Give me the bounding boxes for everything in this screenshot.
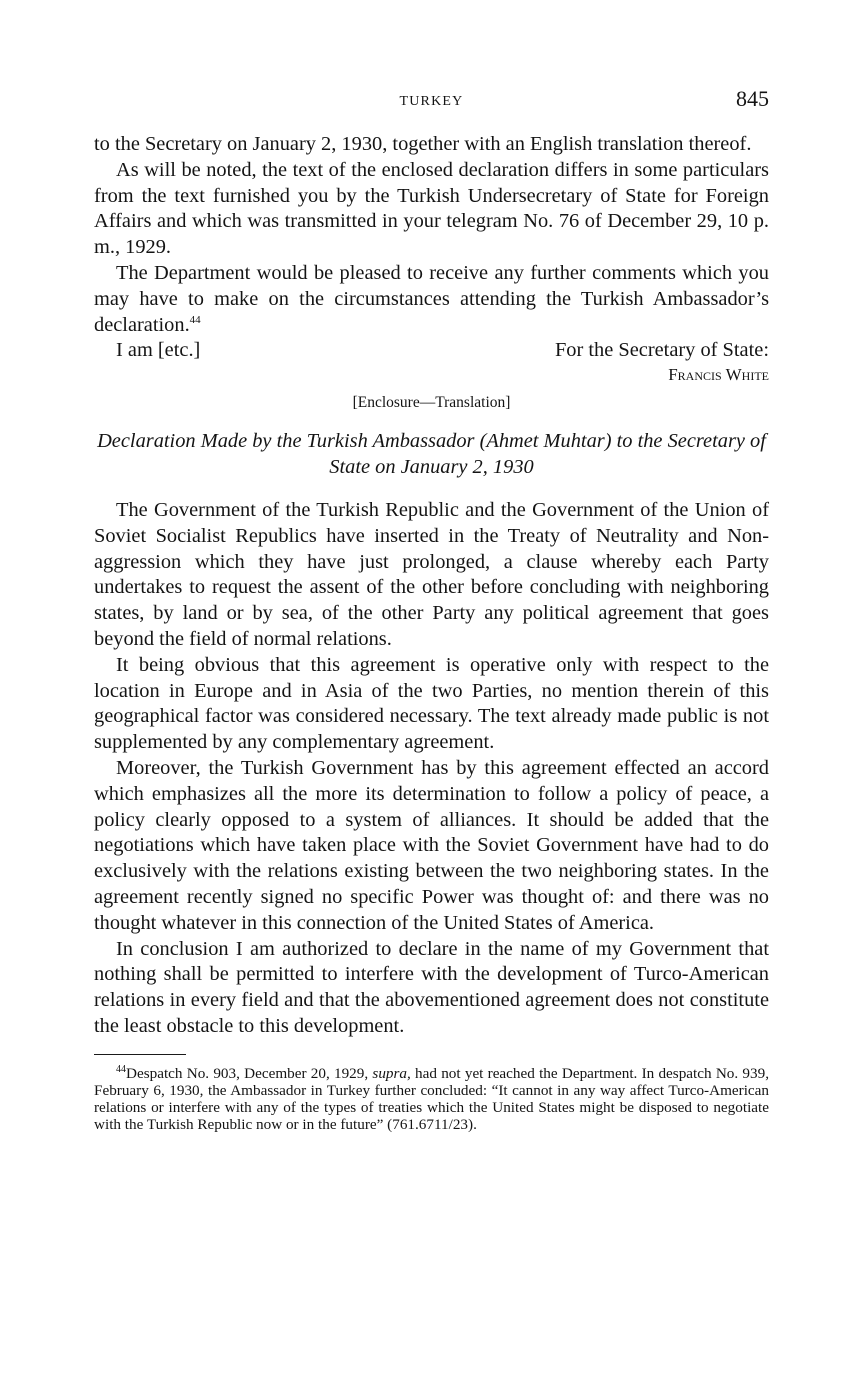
declaration-paragraph: In conclusion I am authorized to declare in the name of my Government that nothing shall be permitted to interfere with the development of Turco-American relations in every field and that the abovementioned agreement does not constitute the least obstacle to this development. (94, 937, 769, 1037)
declaration-paragraph: Moreover, the Turkish Government has by this agreement effected an accord which emphasizes all the more its determination to follow a policy of peace, a policy clearly opposed to a system of alliances. It should be added that the negotiations which have taken place with the Soviet Government have had to do exclusively with the relations existing between the two neighboring states. In the agreement recently signed no specific Power was thought of: and there was no thought whatever in this connection of the United States of America. (94, 756, 769, 934)
signer-name: Francis White (668, 365, 769, 385)
declaration-paragraph: The Government of the Turkish Republic and the Government of the Union of Soviet Socialist Republics have inserted in the Treaty of Neutrality and Non-aggression which they have just prolonged, a clause whereby each Party undertakes to request the assent of the other before concluding with neighboring states, by land or by sea, of the other Party any political agreement that goes beyond the field of normal relations. (94, 498, 769, 650)
footnote-marker: 44 (116, 1064, 126, 1076)
letter-paragraph: to the Secretary on January 2, 1930, together with an English translation thereof. (94, 133, 752, 155)
closing-salutation: I am [etc.] (116, 339, 201, 362)
enclosure-label: [Enclosure—Translation] (352, 394, 511, 412)
footnote (94, 1061, 769, 1133)
letter-closing (94, 338, 769, 364)
letter-paragraph-text: The Department would be pleased to receive any further comments which you may have to make on the circumstances attending the Turkish Ambassador’s declaration. (94, 261, 769, 336)
footnote-text-continued: had not yet reached the Department. In despatch No. 939, February 6, 1930, the Ambassador in Turkey further concluded: “It cannot in any way affect Turco-American relations or interfere with any of the types of treaties which the United States might be disposed to negotiate with the Turkish Republic now or in the future” (761.6711/23). (94, 1065, 769, 1134)
footnote-text: Despatch No. 903, December 20, 1929, (126, 1065, 373, 1083)
declaration-paragraph: It being obvious that this agreement is operative only with respect to the location in Europe and in Asia of the two Parties, no mention therein of this geographical factor was considered necessary. The text already made public is not supplemented by any complementary agreement. (94, 653, 769, 754)
closing-attribution: For the Secretary of State: (554, 339, 769, 362)
declaration-title: Declaration Made by the Turkish Ambassador (Ahmet Muhtar) to the Secretary of State on January 2, 1930 (97, 429, 766, 478)
letter-paragraph: As will be noted, the text of the enclosed declaration differs in some particulars from the text furnished you by the Turkish Undersecretary of State for Foreign Affairs and which was transmitted in your telegram No. 76 of December 29, 10 p. m., 1929. (94, 158, 769, 259)
page-body (94, 132, 769, 1133)
footnote-reference: 44 (189, 313, 201, 326)
letter-paragraph (94, 261, 769, 338)
page-header (94, 86, 769, 118)
page-number: 845 (736, 86, 769, 111)
running-head: TURKEY (399, 94, 464, 109)
footnote-italic-text: supra, (372, 1065, 411, 1083)
footnote-divider (94, 1054, 186, 1056)
